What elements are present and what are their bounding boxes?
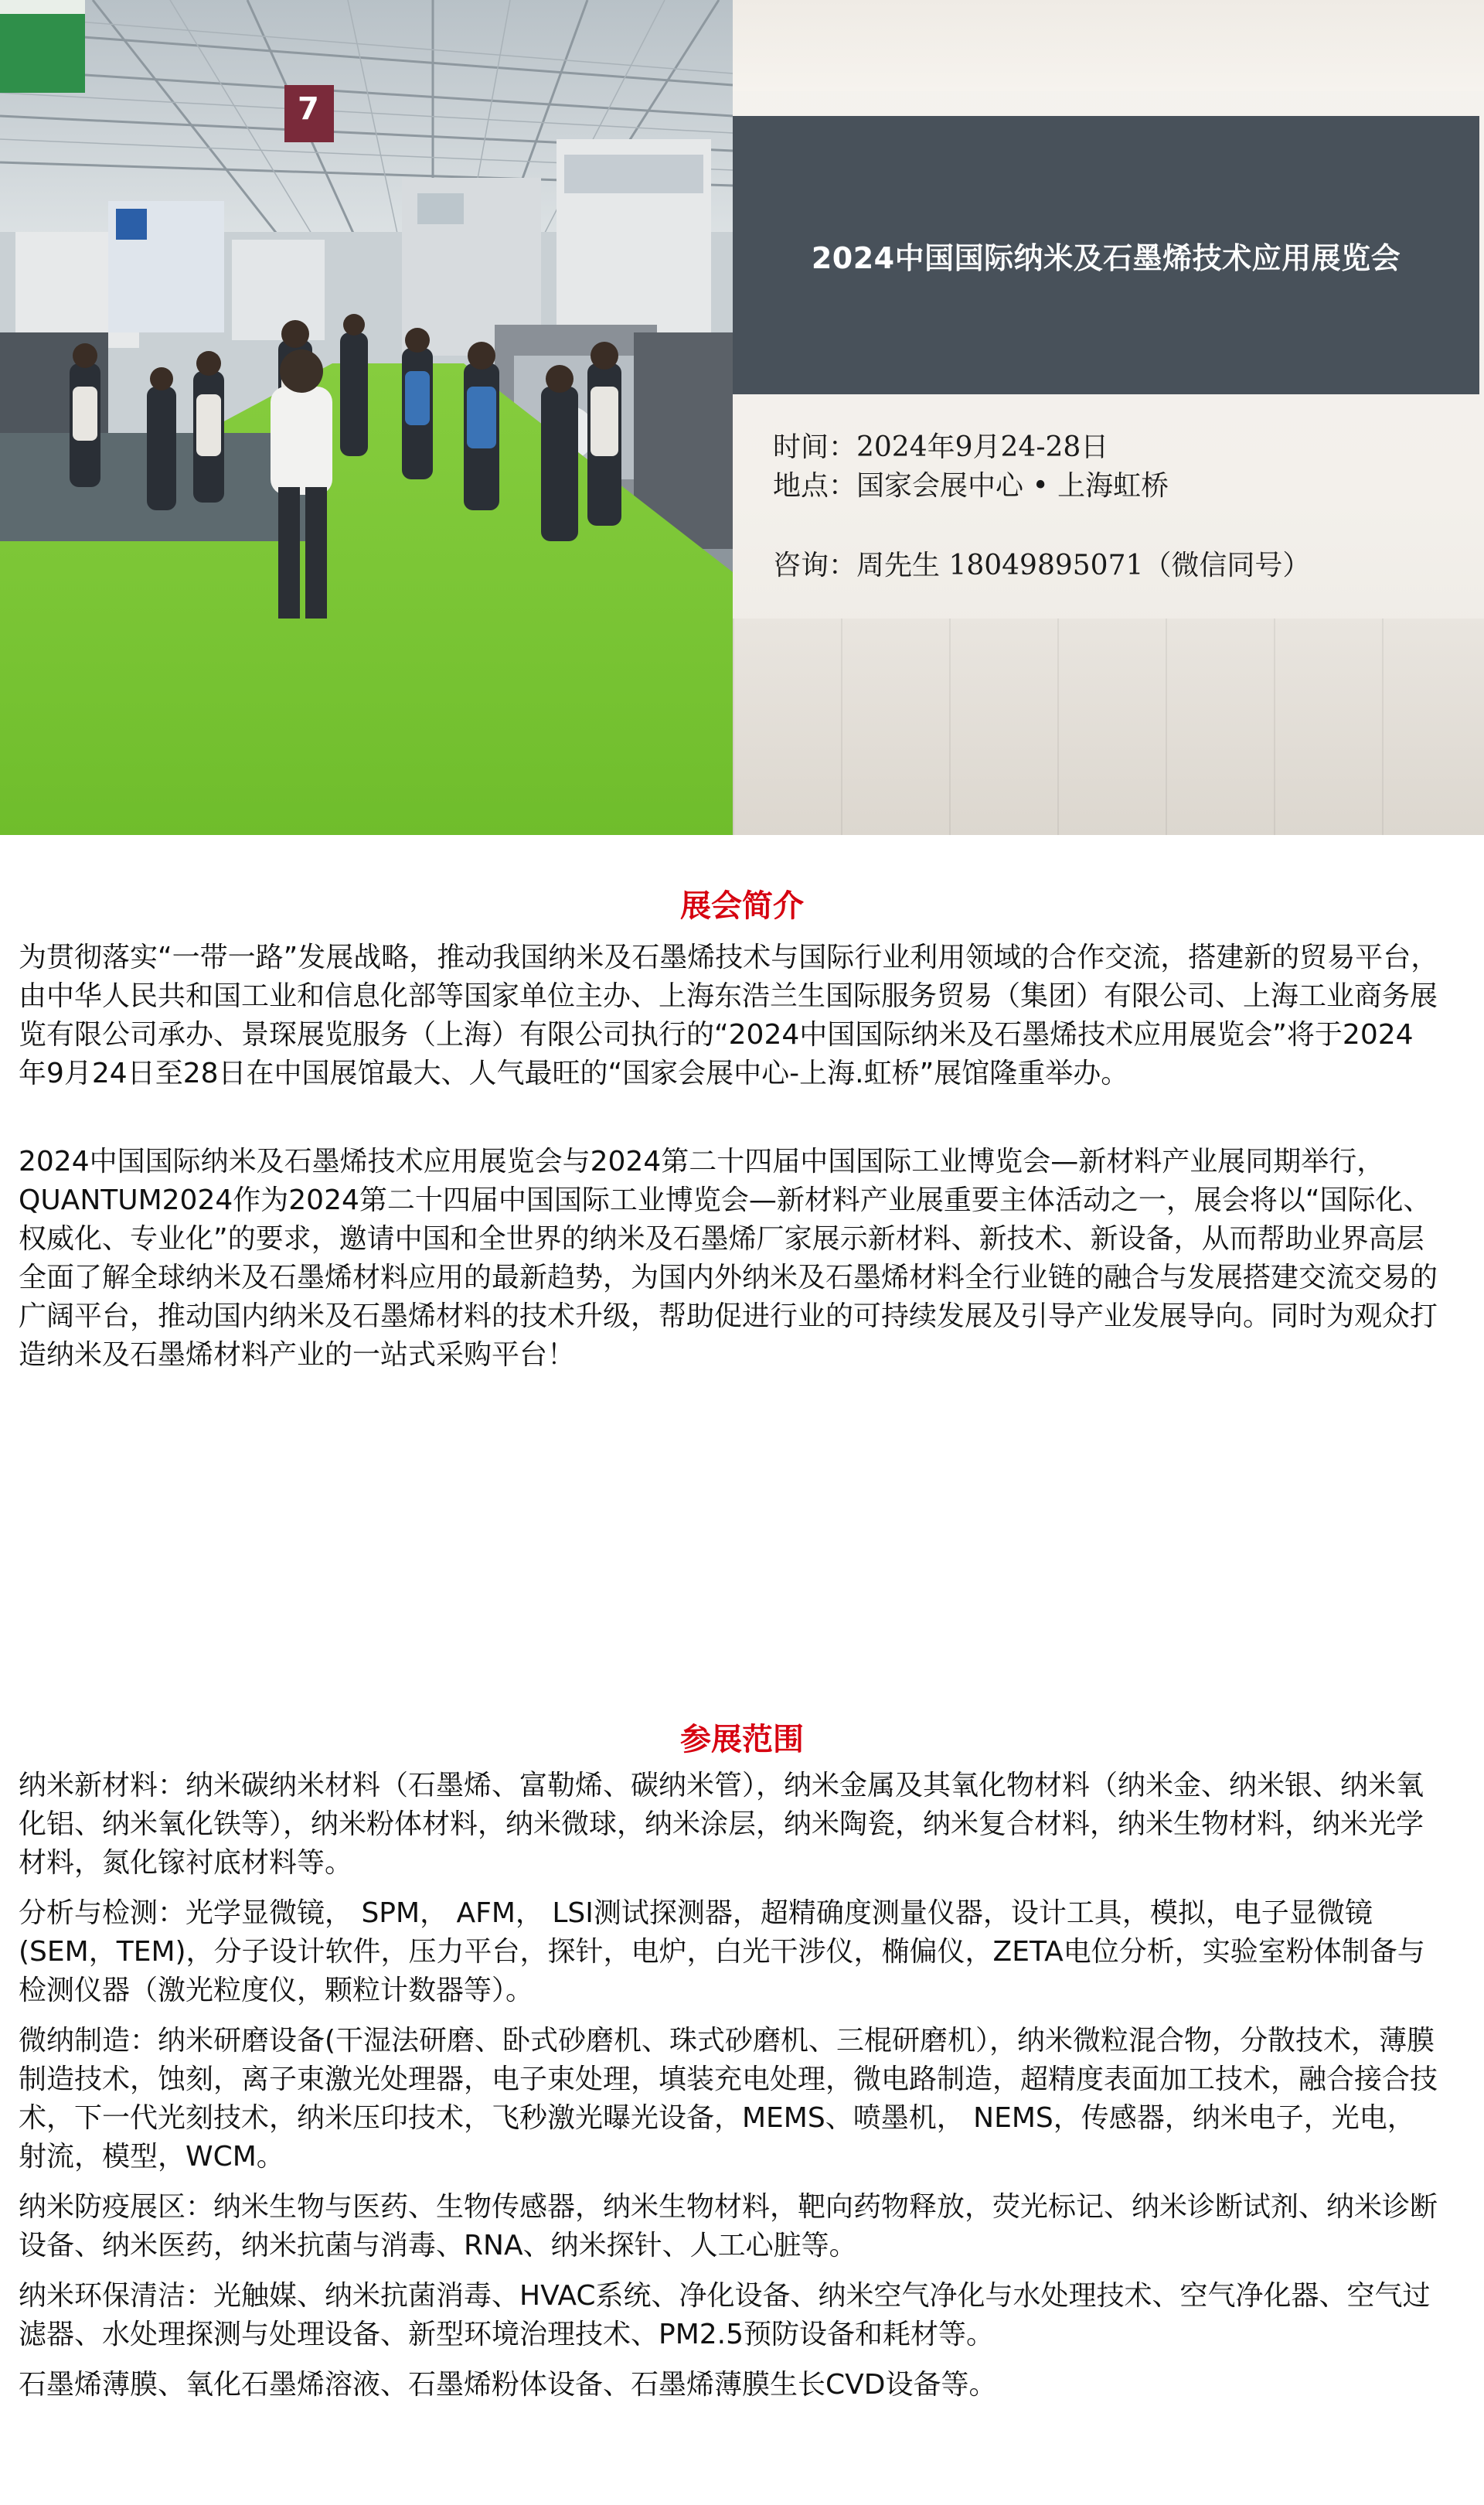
exhibition-contact: 咨询：周先生 18049895071（微信同号） xyxy=(773,550,1311,581)
scope-item-nano-epidemic-prevention: 纳米防疫展区：纳米生物与医药、生物传感器，纳米生物材料，靶向药物释放，荧光标记、纳米诊断试剂、纳米诊断设备、纳米医药，纳米抗菌与消毒、RNA、纳米探针、人工心脏等。 xyxy=(19,2191,1438,2261)
exhibition-time: 时间：2024年9月24-28日 xyxy=(773,431,1109,463)
scope-section-title: 参展范围 xyxy=(680,1722,804,1757)
exhibition-hall-photo xyxy=(0,0,733,835)
scope-item-nano-environmental: 纳米环保清洁：光触媒、纳米抗菌消毒、HVAC系统、净化设备、纳米空气净化与水处理技术、空气净化器、空气过滤器、水处理探测与处理设备、新型环境治理技术、PM2.5预防设备和耗材等。 xyxy=(19,2280,1431,2350)
hero-section xyxy=(0,0,1484,835)
hall-sign-number: 7 xyxy=(298,91,319,127)
exhibition-place: 地点：国家会展中心 • 上海虹桥 xyxy=(773,470,1169,502)
scope-item-graphene-equipment: 石墨烯薄膜、氧化石墨烯溶液、石墨烯粉体设备、石墨烯薄膜生长CVD设备等。 xyxy=(19,2369,997,2401)
intro-paragraph-1: 为贯彻落实“一带一路”发展战略，推动我国纳米及石墨烯技术与国际行业利用领域的合作交流，搭建新的贸易平台，由中华人民共和国工业和信息化部等国家单位主办、上海东浩兰生国际服务贸易（集团）有限公司、上海工业商务展览有限公司承办、景琛展览服务（上海）有限公司执行的“2024中国国际纳米及石墨烯技术应用展览会”将于2024年9月24日至28日在中国展馆最大、人气最旺的“国家会展中心-上海.虹桥”展馆隆重举办。 xyxy=(19,942,1439,1089)
scope-item-nano-materials: 纳米新材料：纳米碳纳米材料（石墨烯、富勒烯、碳纳米管），纳米金属及其氧化物材料（纳米金、纳米银、纳米氧化铝、纳米氧化铁等），纳米粉体材料，纳米微球，纳米涂层，纳米陶瓷，纳米复合材料，纳米生物材料，纳米光学材料，氮化镓衬底材料等。 xyxy=(19,1770,1424,1879)
intro-paragraph-2: 2024中国国际纳米及石墨烯技术应用展览会与2024第二十四届中国国际工业博览会—新材料产业展同期举行，QUANTUM2024作为2024第二十四届中国国际工业博览会—新材料产业展重要主体活动之一，展会将以“国际化、权威化、专业化”的要求，邀请中国和全世界的纳米及石墨烯厂家展示新材料、新技术、新设备，从而帮助业界高层全面了解全球纳米及石墨烯材料应用的最新趋势，为国内外纳米及石墨烯材料全行业链的融合与发展搭建交流交易的广阔平台，推动国内纳米及石墨烯材料的技术升级，帮助促进行业的可持续发展及引导产业发展导向。同时为观众打造纳米及石墨烯材料产业的一站式采购平台！ xyxy=(19,1146,1438,1371)
panel-floor-decoration xyxy=(733,619,1484,835)
scope-item-micro-nano-manufacturing: 微纳制造：纳米研磨设备(干湿法研磨、卧式砂磨机、珠式砂磨机、三棍研磨机），纳米微粒混合物，分散技术，薄膜制造技术，蚀刻，离子束激光处理器，电子束处理，填装充电处理，微电路制造，超精度表面加工技术，融合接合技术，下一代光刻技术，纳米压印技术，飞秒激光曝光设备，MEMS、喷墨机， NEMS，传感器，纳米电子，光电，射流，模型，WCM。 xyxy=(19,2025,1438,2173)
exhibition-title-banner xyxy=(733,116,1479,394)
scope-item-analysis-testing: 分析与检测：光学显微镜， SPM， AFM， LSI测试探测器，超精确度测量仪器，设计工具，模拟，电子显微镜(SEM，TEM)，分子设计软件，压力平台，探针，电炉，白光干涉仪，椭偏仪，ZETA电位分析，实验室粉体制备与检测仪器（激光粒度仪，颗粒计数器等）。 xyxy=(19,1897,1425,2006)
intro-section-title: 展会简介 xyxy=(680,888,804,924)
panel-top-strip xyxy=(733,0,1484,91)
exhibition-title: 2024中国国际纳米及石墨烯技术应用展览会 xyxy=(811,240,1401,275)
